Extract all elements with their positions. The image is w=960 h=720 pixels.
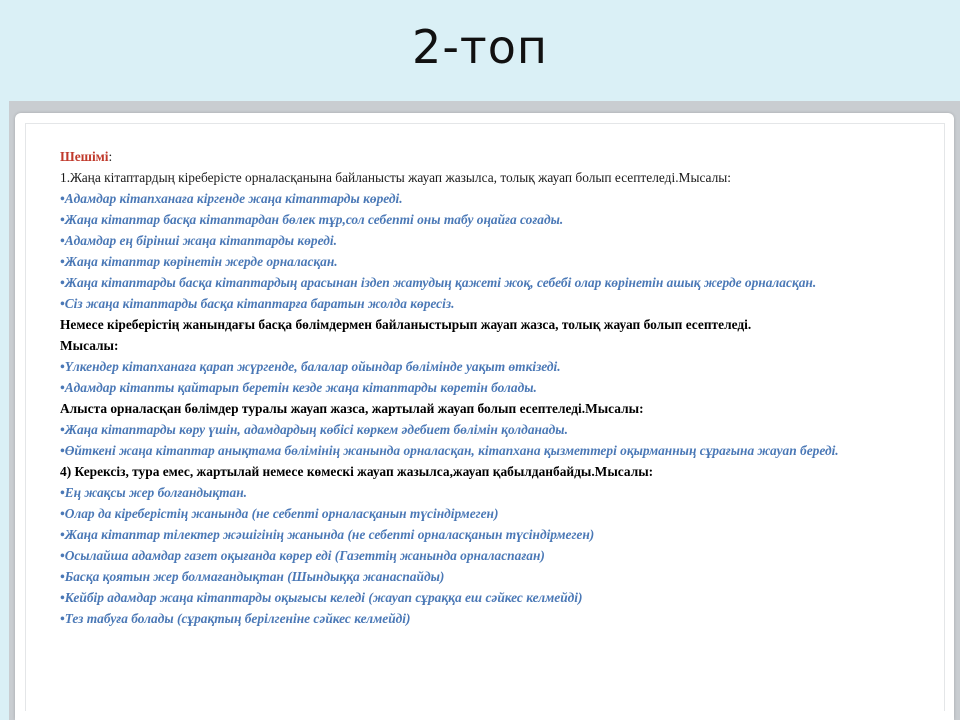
list-item: •Олар да кіреберістің жанында (не себепті орналасқанын түсіндірмеген): [60, 506, 499, 521]
list-item: •Үлкендер кітапханаға қарап жүргенде, балалар ойындар бөлімінде уақыт өткізеді.: [60, 359, 561, 374]
list-item: •Өйткені жаңа кітаптар анықтама бөлімінің жанында орналасқан, кітапхана қызметтері оқырманның сұрағына жауап береді.: [60, 443, 839, 458]
examples-label: Мысалы:: [60, 338, 119, 353]
list-item: •Кейбір адамдар жаңа кітаптарды оқығысы келеді (жауап сұраққа еш сәйкес келмейді): [60, 590, 583, 605]
list-item: •Адамдар кітапханаға кіргенде жаңа кітаптарды көреді.: [60, 191, 403, 206]
list-item: •Жаңа кітаптар басқа кітаптардан бөлек тұр,сол себепті оны табу оңайға соғады.: [60, 212, 564, 227]
criterion-rejected: 4) Керексіз, тура емес, жартылай немесе көмескі жауап жазылса,жауап қабылданбайды.Мысалы:: [60, 464, 654, 479]
answer-heading-text: Шешімі: [60, 149, 109, 164]
list-item: •Тез табуға болады (сұрақтың берілгеніне сәйкес келмейді): [60, 611, 411, 626]
criterion-full-intro: 1.Жаңа кітаптардың кіреберісте орналасқанына байланысты жауап жазылса, толық жауап болып есептеледі.Мысалы:: [60, 170, 732, 185]
list-item: •Жаңа кітаптарды басқа кітаптардың арасынан іздеп жатудың қажеті жоқ, себебі олар көрінетін ашық жерде орналасқан.: [60, 275, 817, 290]
list-item: •Сіз жаңа кітаптарды басқа кітаптарға баратын жолда көресіз.: [60, 296, 455, 311]
list-item: •Адамдар ең бірінші жаңа кітаптарды көреді.: [60, 233, 337, 248]
list-item: •Осылайша адамдар газет оқығанда көрер еді (Газеттің жанында орналаспаған): [60, 548, 545, 563]
list-item: •Жаңа кітаптар тілектер жәшігінің жанында (не себепті орналасқанын түсіндірмеген): [60, 527, 595, 542]
answer-heading: [60, 146, 910, 167]
criterion-partial: Алыста орналасқан бөлімдер туралы жауап жазса, жартылай жауап болып есептеледі.Мысалы:: [60, 401, 644, 416]
slide-title: 2-топ: [412, 20, 548, 74]
list-item: •Басқа қоятын жер болмағандықтан (Шындыққа жанаспайды): [60, 569, 445, 584]
list-item: •Ең жақсы жер болғандықтан.: [60, 485, 248, 500]
list-item: •Жаңа кітаптар көрінетін жерде орналасқан.: [60, 254, 338, 269]
criterion-alternative: Немесе кіреберістің жанындағы басқа бөлімдермен байланыстырып жауап жазса, толық жауап болып есептеледі.: [60, 317, 752, 332]
answer-heading-colon: :: [108, 149, 113, 164]
document-content: [60, 146, 910, 629]
list-item: •Адамдар кітапты қайтарып беретін кезде жаңа кітаптарды көретін болады.: [60, 380, 537, 395]
list-item: •Жаңа кітаптарды көру үшін, адамдардың көбісі көркем әдебиет бөлімін қолданады.: [60, 422, 568, 437]
